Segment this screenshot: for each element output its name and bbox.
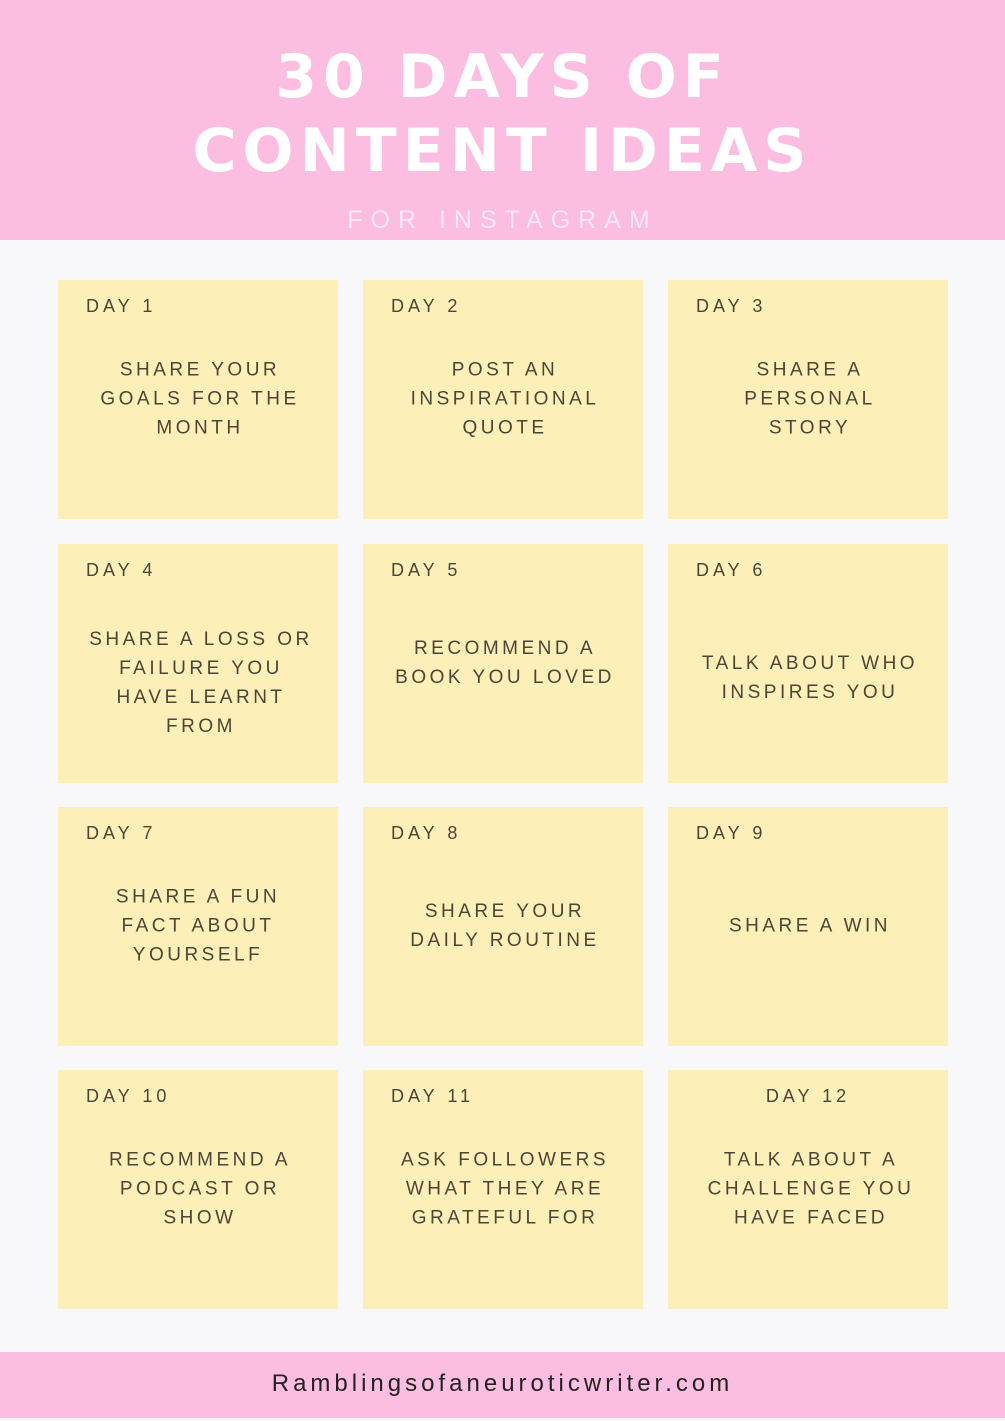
idea-text: POST AN INSPIRATIONAL QUOTE	[410, 359, 600, 439]
day-label: DAY 1	[86, 296, 157, 316]
idea-text: SHARE A PERSONAL STORY	[744, 359, 876, 439]
day-label: DAY 7	[86, 823, 157, 843]
idea-text: SHARE YOUR GOALS FOR THE MONTH	[100, 359, 300, 439]
subtitle: FOR INSTAGRAM	[347, 206, 658, 234]
footer-banner	[0, 1352, 1005, 1418]
idea-text: SHARE A FUN FACT ABOUT YOURSELF	[115, 886, 281, 966]
day-card	[58, 807, 338, 1046]
day-card	[363, 1070, 643, 1309]
title-line-1: 30 DAYS OF	[275, 42, 730, 112]
day-label: DAY 5	[391, 560, 462, 580]
idea-text: ASK FOLLOWERS WHAT THEY ARE GRATEFUL FOR	[400, 1149, 610, 1229]
idea-text: SHARE A WIN	[728, 915, 892, 937]
day-card	[363, 544, 643, 783]
day-label: DAY 4	[86, 560, 157, 580]
day-label: DAY 3	[696, 296, 767, 316]
day-card	[668, 280, 948, 519]
idea-text: TALK ABOUT A CHALLENGE YOU HAVE FACED	[707, 1149, 915, 1229]
day-card	[58, 544, 338, 783]
page-title	[0, 40, 1005, 188]
day-card	[58, 1070, 338, 1309]
idea-text: SHARE YOUR DAILY ROUTINE	[410, 901, 600, 951]
day-label: DAY 2	[391, 296, 462, 316]
idea-text: RECOMMEND A BOOK YOU LOVED	[395, 638, 615, 688]
day-label: DAY 10	[86, 1086, 171, 1106]
day-label: DAY 9	[696, 823, 767, 843]
day-label: DAY 8	[391, 823, 462, 843]
day-card	[363, 280, 643, 519]
day-card	[668, 1070, 948, 1309]
day-card	[363, 807, 643, 1046]
day-label: DAY 11	[391, 1086, 475, 1106]
day-card	[668, 544, 948, 783]
title-line-2: CONTENT IDEAS	[192, 116, 813, 186]
idea-text: TALK ABOUT WHO INSPIRES YOU	[701, 653, 919, 703]
day-label: DAY 12	[765, 1086, 851, 1106]
idea-text: RECOMMEND A PODCAST OR SHOW	[108, 1149, 292, 1229]
header-banner	[0, 0, 1005, 240]
day-card	[58, 280, 338, 519]
day-card	[668, 807, 948, 1046]
day-label: DAY 6	[696, 560, 767, 580]
website-link[interactable]: Ramblingsofaneuroticwriter.com	[271, 1370, 734, 1397]
idea-text: SHARE A LOSS OR FAILURE YOU HAVE LEARNT FROM	[89, 629, 313, 737]
